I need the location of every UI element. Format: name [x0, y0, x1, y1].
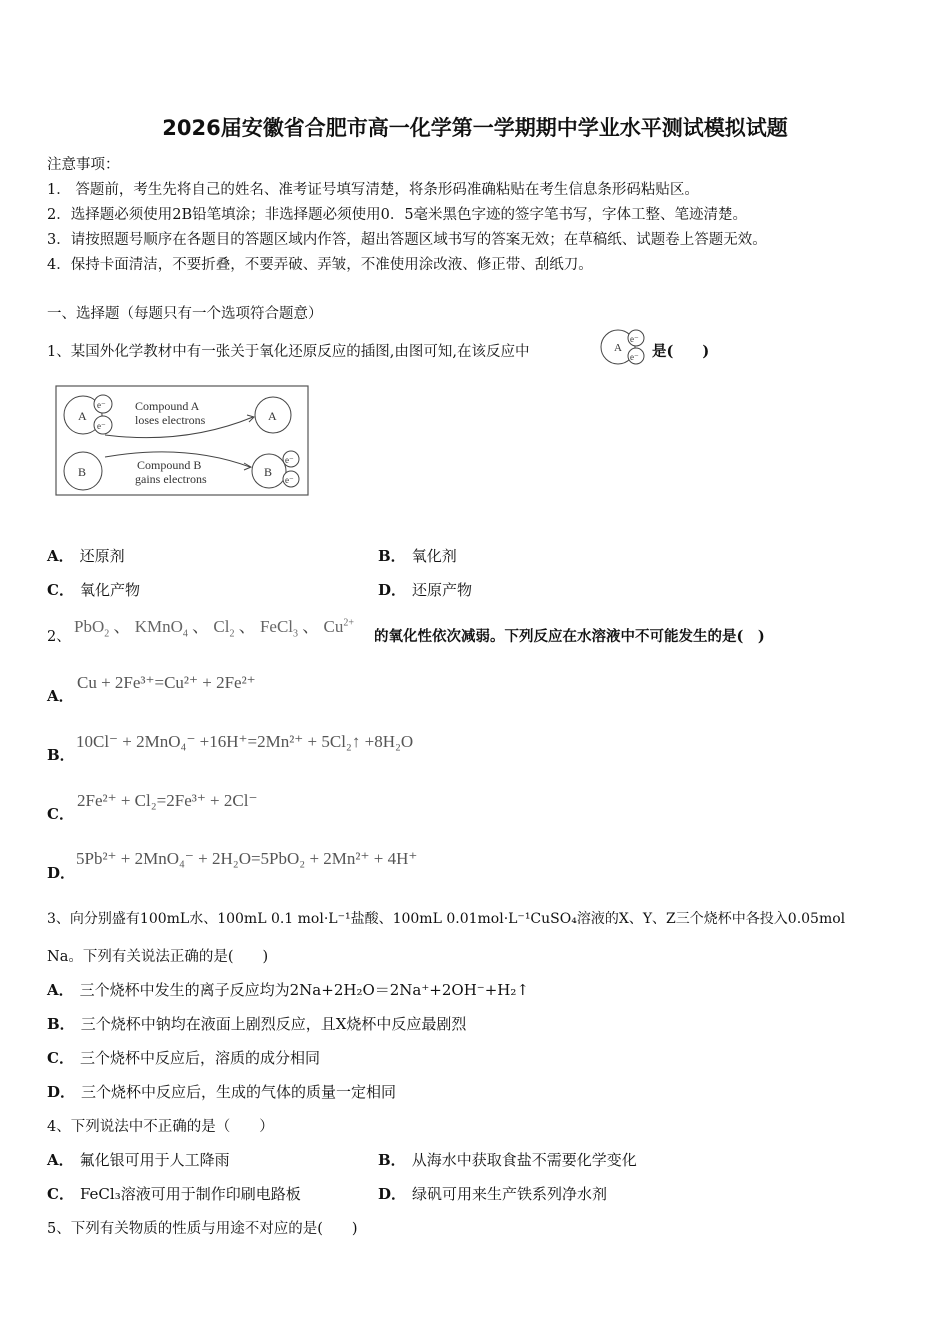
option-letter: B．: [378, 1151, 406, 1169]
fig-label-b: B: [264, 465, 273, 479]
inline-electron-label: e⁻: [630, 352, 639, 362]
q2-option-d-letter[interactable]: D．: [47, 864, 76, 882]
option-letter: B．: [47, 1015, 75, 1033]
chem-cu: Cu: [323, 617, 344, 636]
chem-sub: 4: [182, 628, 188, 640]
notice-item: 4．保持卡面清洁，不要折叠，不要弄破、弄皱，不准使用涂改液、修正带、刮纸刀。: [47, 257, 593, 273]
q2-option-b-letter[interactable]: B．: [47, 746, 75, 764]
option-text: 氟化银可用于人工降雨: [79, 1151, 230, 1169]
chem-sub: 2: [104, 628, 110, 640]
q2-number: 2、: [47, 629, 71, 645]
option-letter: D．: [47, 1083, 76, 1101]
fig-electron: e⁻: [285, 455, 294, 465]
q3-option-b[interactable]: [47, 1013, 466, 1034]
q3-option-d[interactable]: [47, 1081, 396, 1102]
option-text: 氧化产物: [79, 581, 140, 599]
q5-stem: 5、下列有关物质的性质与用途不对应的是( ): [47, 1221, 358, 1237]
option-letter: A．: [47, 981, 74, 999]
separator: 、: [192, 617, 210, 636]
option-text: 从海水中获取食盐不需要化学变化: [411, 1151, 637, 1169]
q2-option-a-letter[interactable]: A．: [47, 687, 74, 705]
option-text: 还原产物: [412, 581, 473, 599]
q3-option-c[interactable]: [47, 1047, 320, 1068]
q1-option-c[interactable]: [47, 579, 140, 600]
notice-item: 1． 答题前，考生先将自己的姓名、准考证号填写清楚，将条形码准确粘贴在考生信息条形码粘贴区。: [47, 182, 699, 198]
fig-electron: e⁻: [97, 421, 106, 431]
q2-option-c-letter[interactable]: C．: [47, 805, 74, 823]
option-letter: C．: [47, 1049, 74, 1067]
inline-electron-label: e⁻: [630, 334, 639, 344]
q2-oxidant-list: [74, 612, 354, 639]
q1-option-b[interactable]: [378, 545, 457, 566]
option-text: 三个烧杯中反应后，生成的气体的质量一定相同: [81, 1083, 397, 1101]
option-text: 三个烧杯中钠均在液面上剧烈反应，且X烧杯中反应最剧烈: [80, 1015, 467, 1033]
option-letter: B．: [378, 547, 406, 565]
q4-option-a[interactable]: [47, 1149, 230, 1170]
chem-kmno4: KMnO: [134, 617, 183, 636]
option-letter: C．: [47, 1185, 74, 1203]
fig-label-loses: loses electrons: [135, 413, 206, 427]
q4-stem: 4、下列说法中不正确的是（ ）: [47, 1119, 274, 1135]
chem-fecl3: FeCl: [259, 617, 294, 636]
q1-stem-end: 是( ): [652, 343, 710, 360]
separator: 、: [302, 617, 320, 636]
q1-electron-transfer-figure: [55, 385, 310, 497]
option-text: FeCl₃溶液可用于制作印刷电路板: [79, 1185, 301, 1203]
notice-item: 2．选择题必须使用2B铅笔填涂；非选择题必须使用0．5毫米黑色字迹的签字笔书写，字体工整、笔迹清楚。: [47, 207, 748, 223]
notice-item: 3．请按照题号顺序在各题目的答题区域内作答，超出答题区域书写的答案无效；在草稿纸、试题卷上答题无效。: [47, 232, 767, 248]
option-text: 三个烧杯中反应后，溶质的成分相同: [79, 1049, 320, 1067]
chem-sup: 2+: [343, 617, 355, 629]
option-text: 绿矾可用来生产铁系列净水剂: [412, 1185, 608, 1203]
q2-option-b-equation: 10Cl⁻ + 2MnO₄⁻ +16H⁺=2Mn²⁺ + 5Cl₂↑ +8H₂O: [76, 732, 414, 751]
q2-option-d-equation: 5Pb²⁺ + 2MnO₄⁻ + 2H₂O=5PbO₂ + 2Mn²⁺ + 4H⁺: [76, 849, 418, 868]
chem-sub: 2: [229, 628, 235, 640]
q4-option-b[interactable]: [378, 1149, 637, 1170]
fig-label-a: A: [78, 409, 87, 423]
option-letter: A．: [47, 547, 74, 565]
q1-inline-atom-figure: [598, 328, 650, 368]
q1-option-d[interactable]: [378, 579, 472, 600]
q1-option-a[interactable]: [47, 545, 125, 566]
q2-option-c-equation: 2Fe²⁺ + Cl₂=2Fe³⁺ + 2Cl⁻: [77, 791, 258, 810]
separator: 、: [238, 617, 256, 636]
section-heading: 一、选择题（每题只有一个选项符合题意）: [47, 306, 323, 322]
q2-stem-end: 的氧化性依次减弱。下列反应在水溶液中不可能发生的是( ): [374, 628, 765, 645]
option-letter: C．: [47, 581, 74, 599]
q3-option-a[interactable]: [47, 979, 529, 1000]
inline-atom-label: A: [614, 342, 622, 354]
option-letter: D．: [378, 581, 407, 599]
chem-sub: 3: [293, 628, 299, 640]
fig-label-compound-b: Compound B: [137, 458, 202, 472]
option-letter: D．: [378, 1185, 407, 1203]
option-letter: A．: [47, 1151, 74, 1169]
fig-label-gains: gains electrons: [135, 472, 207, 486]
chem-cl2: Cl: [213, 617, 230, 636]
q3-stem-line2: Na。下列有关说法正确的是( ): [47, 949, 269, 965]
fig-label-compound-a: Compound A: [135, 399, 200, 413]
separator: 、: [113, 617, 131, 636]
q2-option-a-equation: Cu + 2Fe³⁺=Cu²⁺ + 2Fe²⁺: [77, 673, 256, 692]
option-text: 还原剂: [79, 547, 125, 565]
fig-electron: e⁻: [285, 475, 294, 485]
fig-label-b: B: [78, 465, 87, 479]
q4-option-c[interactable]: [47, 1183, 301, 1204]
chem-pbo2: PbO: [74, 617, 105, 636]
option-text: 氧化剂: [411, 547, 457, 565]
q4-option-d[interactable]: [378, 1183, 607, 1204]
q1-stem: 1、某国外化学教材中有一张关于氧化还原反应的插图,由图可知,在该反应中: [47, 344, 530, 360]
option-text: 三个烧杯中发生的离子反应均为2Na+2H₂O＝2Na⁺+2OH⁻+H₂↑: [79, 981, 529, 999]
fig-label-a: A: [268, 409, 277, 423]
q3-stem-line1: 3、向分别盛有100mL水、100mL 0.1 mol·L⁻¹盐酸、100mL 0.01mol·L⁻¹CuSO₄溶液的X、Y、Z三个烧杯中各投入0.05mol: [47, 911, 846, 927]
notice-heading: 注意事项：: [47, 157, 120, 173]
page-title: 2026届安徽省合肥市高一化学第一学期期中学业水平测试模拟试题: [162, 116, 788, 140]
fig-electron: e⁻: [97, 400, 106, 410]
